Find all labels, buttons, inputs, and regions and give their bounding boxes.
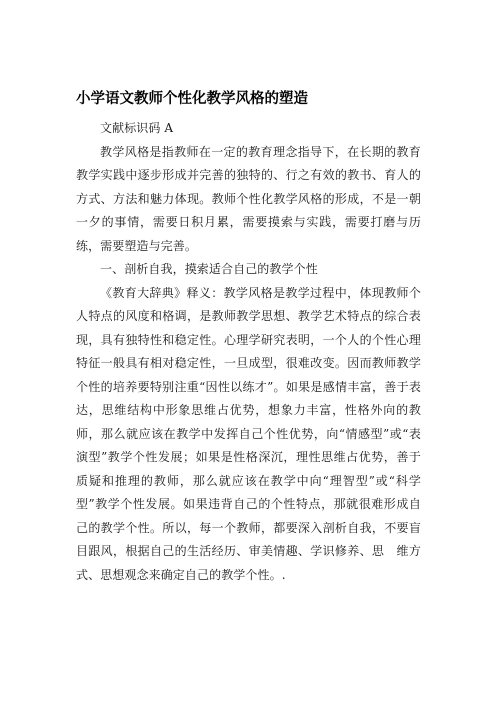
paragraph-section-1: 《教育大辞典》释义：教学风格是教学过程中，体现教师个人特点的风度和格调，是教师教学思想、教学艺术特点的综合表现，具有独特性和稳定性。心理学研究表明，一个人的个性心理特征一般具有相对稳定性，一旦成型，很难改变。因而教师教学个性的培养要特别注重“因性以练才”。如果是感情丰富，善于表达，思维结构中形象思维占优势，想象力丰富，性格外向的教师，那么就应该在教学中发挥自己个性优势，向“情感型”或“表演型”教学个性发展；如果是性格深沉，理性思维占优势，善于质疑和推理的教师，那么就应该在教学中向“理智型”或“科学型”教学个性发展。如果违背自己的个性特点，那就很难形成自己的教学个性。所以，每一个教师，都要深入剖析自我，不要盲目跟风，根据自己的生活经历、审美情趣、学识修养、思 维方式、思想观念来确定自己的教学个性。. xyxy=(76,285,421,582)
section-heading-1: 一、剖析自我，摸索适合自己的教学个性 xyxy=(100,262,318,276)
document-page xyxy=(76,89,421,587)
document-body xyxy=(76,117,421,587)
document-title: 小学语文教师个性化教学风格的塑造 xyxy=(76,91,308,107)
doc-identifier-line: 文献标识码 A xyxy=(100,121,174,135)
paragraph-intro: 教学风格是指教师在一定的教育理念指导下，在长期的教育教学实践中逐步形成并完善的独特的、行之有效的教书、育人的方式、方法和魅力体现。教师个性化教学风格的形成，不是一朝一夕的事情，需要日积月累，需要摸索与实践，需要打磨与历练，需要塑造与完善。 xyxy=(76,144,421,253)
